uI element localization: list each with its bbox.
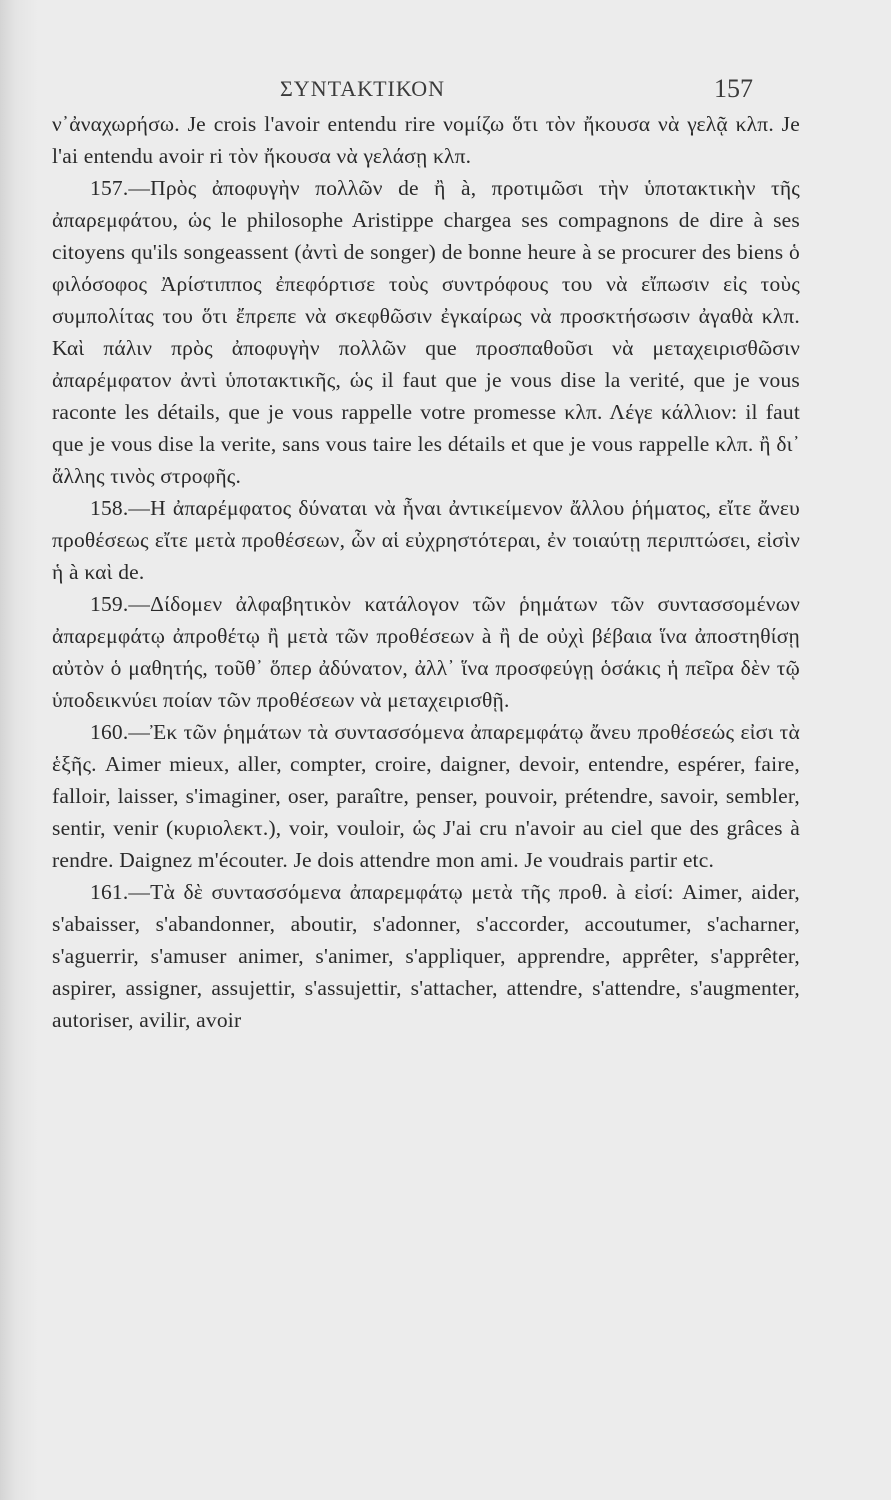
body-text	[52, 108, 800, 1036]
page-number: 157	[714, 74, 753, 103]
section-160: 160.—Ἐκ τῶν ῥημάτων τὰ συντασσόμενα ἀπαρεμφάτῳ ἄνευ προθέσεώς εἰσι τὰ ἑξῆς. Aimer mieux, aller, compter, croire, daigner, devoir, entendre, espérer, faire, falloir, laisser, s'imaginer, oser, paraître, penser, pouvoir, prétendre, savoir, sembler, sentir, venir (κυριολεκτ.), voir, vouloir, ὡς J'ai cru n'avoir au ciel que des grâces à rendre. Daignez m'écouter. Je dois attendre mon ami. Je voudrais partir etc.	[52, 720, 800, 872]
book-page	[52, 68, 800, 1036]
page-header	[52, 68, 800, 108]
running-title: ΣΥΝΤΑΚΤΙΚΟΝ	[280, 76, 445, 101]
page-gutter-shadow	[0, 0, 38, 1500]
paragraph-continuation: ν᾿ἀναχωρήσω. Je crois l'avoir entendu rire νομίζω ὅτι τὸν ἤκουσα νὰ γελᾷ κλπ. Je l'ai entendu avoir ri τὸν ἤκουσα νὰ γελάσῃ κλπ.	[52, 112, 800, 168]
section-157: 157.—Πρὸς ἀποφυγὴν πολλῶν de ἢ à, προτιμῶσι τὴν ὑποτακτικὴν τῆς ἀπαρεμφάτου, ὡς le philosophe Aristippe chargea ses compagnons de dire à ses citoyens qu'ils songeassent (ἀντὶ de songer) de bonne heure à se procurer des biens ὁ φιλόσοφος Ἀρίστιππος ἐπεφόρτισε τοὺς συντρόφους του νὰ εἴπωσιν εἰς τοὺς συμπολίτας του ὅτι ἔπρεπε νὰ σκεφθῶσιν ἐγκαίρως νὰ προσκτήσωσιν ἀγαθὰ κλπ. Καὶ πάλιν πρὸς ἀποφυγὴν πολλῶν que προσπαθοῦσι νὰ μεταχειρισθῶσιν ἀπαρέμφατον ἀντὶ ὑποτακτικῆς, ὡς il faut que je vous dise la verité, que je vous raconte les détails, que je vous rappelle votre promesse κλπ. Λέγε κάλλιον: il faut que je vous dise la verite, sans vous taire les détails et que je vous rappelle κλπ. ἢ δι᾿ ἄλλης τινὸς στροφῆς.	[52, 176, 800, 488]
section-159: 159.—Δίδομεν ἀλφαβητικὸν κατάλογον τῶν ῥημάτων τῶν συντασσομένων ἀπαρεμφάτῳ ἀπροθέτῳ ἢ μετὰ τῶν προθέσεων à ἢ de οὐχὶ βέβαια ἵνα ἀποστηθίσῃ αὐτὸν ὁ μαθητής, τοῦθ᾿ ὅπερ ἀδύνατον, ἀλλ᾿ ἵνα προσφεύγῃ ὁσάκις ἡ πεῖρα δὲν τῷ ὑποδεικνύει ποίαν τῶν προθέσεων νὰ μεταχειρισθῇ.	[52, 592, 800, 712]
section-161: 161.—Τὰ δὲ συντασσόμενα ἀπαρεμφάτῳ μετὰ τῆς προθ. à εἰσί: Aimer, aider, s'abaisser, s'abandonner, aboutir, s'adonner, s'accorder, accoutumer, s'acharner, s'aguerrir, s'amuser animer, s'animer, s'appliquer, apprendre, apprêter, s'apprêter, aspirer, assigner, assujettir, s'assujettir, s'attacher, attendre, s'attendre, s'augmenter, autoriser, avilir, avoir	[52, 880, 800, 1032]
section-158: 158.—Η ἀπαρέμφατος δύναται νὰ ἦναι ἀντικείμενον ἄλλου ῥήματος, εἴτε ἄνευ προθέσεως εἴτε μετὰ προθέσεων, ὧν αἱ εὐχρηστότεραι, ἐν τοιαύτῃ περιπτώσει, εἰσὶν ἡ à καὶ de.	[52, 496, 800, 584]
